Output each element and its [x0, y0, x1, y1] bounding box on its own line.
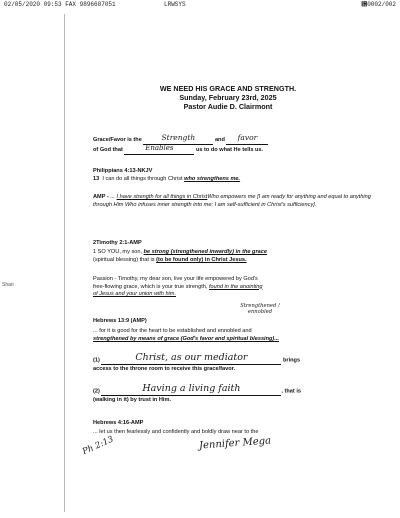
grace-suffix: us to do what He tells us. — [195, 147, 264, 153]
amp-ellipsis: ... — [110, 194, 115, 200]
answer-1-blank — [101, 352, 281, 365]
answer-1-line-2: access to the throne room to receive this grace/favor. — [93, 366, 236, 372]
sermon-notes-page — [64, 14, 391, 512]
timothy-heading: 2Timothy 2:1-AMP — [93, 240, 142, 246]
answer-1 — [93, 352, 385, 365]
hebrews-4-line-1: ... let us then fearlessly and confidently and boldly draw near to the — [93, 429, 259, 435]
handwritten-answer-2: Having a living faith — [142, 383, 241, 394]
pastor-name: Pastor Audie D. Clairmont — [183, 102, 273, 111]
handwritten-enables: Enables — [145, 144, 174, 152]
page-title: WE NEED HIS GRACE AND STRENGTH. — [159, 84, 297, 93]
hebrews-4-heading: Hebrews 4:16-AMP — [93, 420, 144, 426]
timothy-text-1: 1 SO YOU, my son, — [93, 249, 143, 255]
passion-line-3: of Jesus and your union with him. — [93, 291, 177, 298]
answer-2-line-2: (walking in it) by trust in Him. — [93, 397, 172, 403]
hebrews-13-line-1: ... for it is good for the heart to be established and ennobled and — [93, 328, 252, 334]
fax-sender: LRWSYS — [164, 1, 186, 8]
answer-2-number: (2) — [93, 388, 100, 395]
grace-prefix: Grace/Favor is the — [93, 137, 142, 143]
grace-line-1 — [93, 134, 383, 145]
timothy-emphasis-1: be strong (strengthened inwardly) in the grace — [143, 249, 267, 255]
verse-number: 13 — [93, 176, 100, 182]
grace-and: and — [214, 137, 225, 143]
handwritten-margin-note: Strengthened / ennobled — [240, 303, 280, 315]
philippians-verse — [93, 176, 383, 184]
handwritten-signature: Jennifer Mega — [198, 435, 272, 452]
grace-blank-3 — [124, 145, 194, 155]
answer-2 — [93, 383, 385, 396]
hebrews-13-line-2: strengthened by means of grace (God's favor and spiritual blessing)... — [93, 336, 279, 342]
fax-page-number: ␶0002/002 — [361, 1, 396, 8]
passion-line-1: Passion - Timothy, my dear son, live your life empowered by God's — [93, 276, 258, 282]
handwritten-answer-1: Christ, as our mediator — [135, 352, 248, 363]
passion-line-2 — [93, 284, 383, 292]
side-mark: Shari — [2, 282, 14, 288]
answer-1-tail: brings — [282, 357, 301, 364]
hebrews-13-heading: Hebrews 13:9 (AMP) — [93, 318, 147, 324]
amp-label: AMP - — [93, 194, 109, 200]
timothy-line-2 — [93, 257, 383, 265]
timothy-emphasis-2: (to be found only) in Christ Jesus. — [156, 257, 247, 263]
amp-italic-rest: Who empowers me [I am ready for anything and equal to anything through Him Who infuses inner strength into me; I am self-sufficient in Christ's sufficiency]. — [93, 194, 371, 208]
sermon-date: Sunday, February 23rd, 2025 — [179, 93, 277, 102]
answer-2-blank — [101, 383, 281, 396]
grace-blank-1 — [143, 134, 213, 145]
grace-line-2 — [93, 145, 383, 155]
grace-of-god: of God that — [93, 147, 123, 153]
timothy-line-1 — [93, 249, 383, 257]
handwritten-favor: favor — [237, 133, 258, 142]
passion-underline-2: found in the anointing — [208, 283, 263, 290]
amp-underlined: I have strength for all things in Christ — [116, 194, 208, 200]
handwritten-strength: Strength — [161, 133, 196, 142]
grace-blank-2 — [226, 134, 268, 145]
amp-paragraph — [93, 194, 375, 209]
passion-paragraph — [93, 276, 383, 299]
answer-1-number: (1) — [93, 357, 100, 364]
philippians-heading: Philippians 4:13-NKJV — [93, 168, 153, 174]
philippians-emphasis: who strengthens me. — [184, 176, 241, 182]
handwritten-ph-reference: Ph 2:13 — [81, 434, 116, 458]
philippians-text: I can do all things through Christ — [102, 176, 183, 182]
passion-text-2: free-flowing grace, which is your true strength, — [93, 283, 208, 290]
answer-2-tail: , that is — [281, 388, 301, 395]
fax-header — [4, 1, 396, 10]
fax-datetime: 02/05/2020 09:53 FAX 9896687051 — [4, 1, 116, 8]
timothy-text-2: (spiritual blessing) that is — [93, 257, 155, 263]
